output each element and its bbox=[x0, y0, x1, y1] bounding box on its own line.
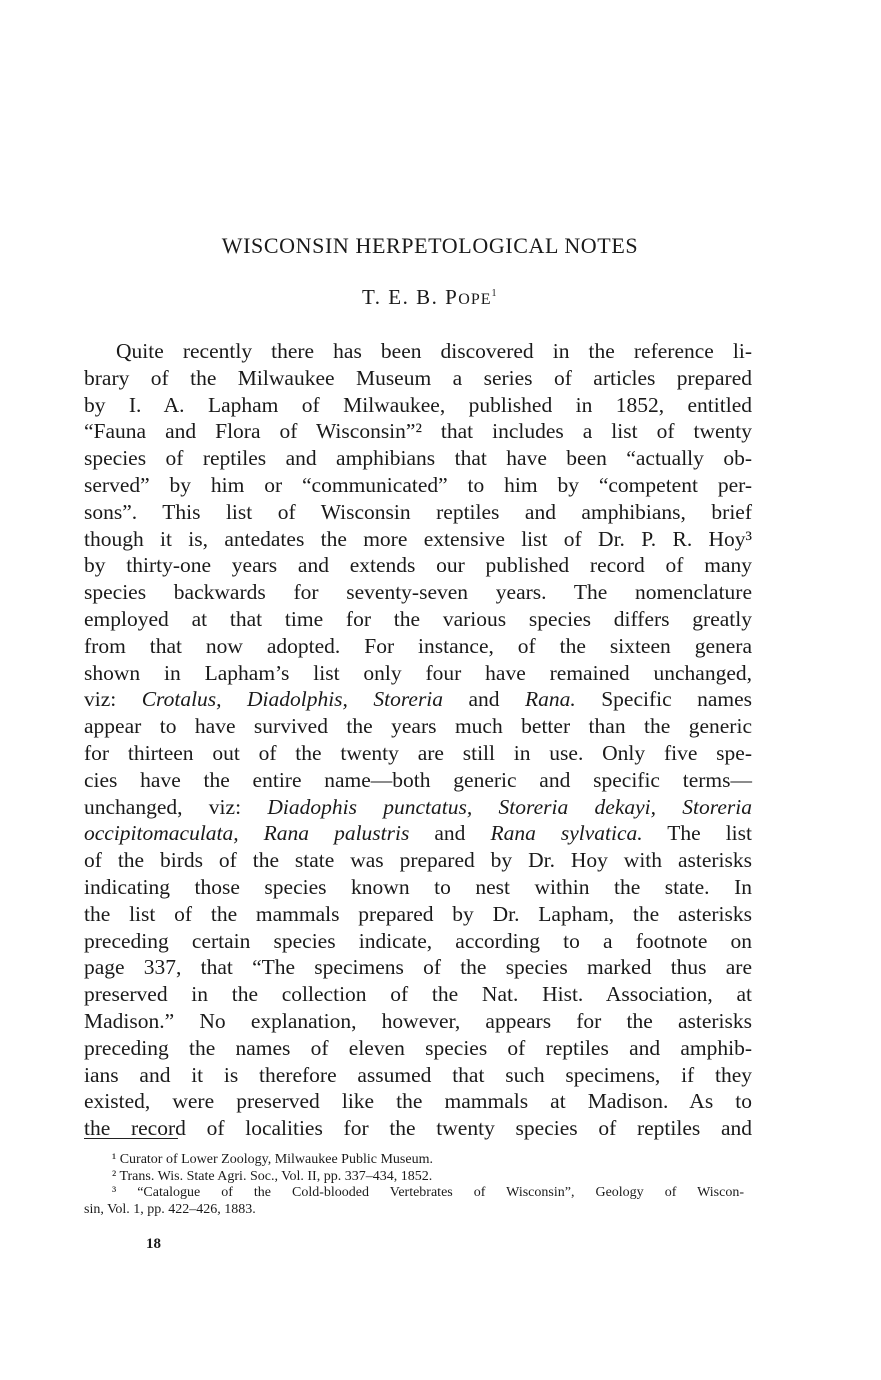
body-line: for thirteen out of the twenty are still in use. Only five spe- bbox=[84, 740, 752, 765]
footnote-line: ² Trans. Wis. State Agri. Soc., Vol. II, pp. 337–434, 1852. bbox=[112, 1168, 433, 1184]
body-line: the list of the mammals prepared by Dr. Lapham, the asterisks bbox=[84, 901, 752, 926]
body-line: species of reptiles and amphibians that have been “actually ob- bbox=[84, 446, 752, 471]
body-line: of the birds of the state was prepared by Dr. Hoy with asterisks bbox=[84, 848, 752, 873]
body-line: served” by him or “communicated” to him by “competent per- bbox=[84, 472, 752, 497]
author-initials: T. E. B. P bbox=[361, 285, 459, 309]
author-footnote-mark: 1 bbox=[491, 288, 499, 299]
footnotes bbox=[84, 1152, 744, 1218]
body-line: appear to have survived the years much better than the generic bbox=[84, 714, 752, 739]
body-line: cies have the entire name—both generic and specific terms— bbox=[84, 767, 752, 792]
article-title: WISCONSIN HERPETOLOGICAL NOTES bbox=[221, 233, 639, 258]
body-line: brary of the Milwaukee Museum a series of articles prepared bbox=[84, 365, 752, 390]
body-line: sons”. This list of Wisconsin reptiles and amphibians, brief bbox=[84, 499, 752, 524]
article-body bbox=[84, 338, 752, 1142]
body-line: viz: Crotalus, Diadolphis, Storeria and Rana. Specific names bbox=[84, 687, 753, 712]
body-line: employed at that time for the various species differs greatly bbox=[84, 606, 752, 631]
body-line: preserved in the collection of the Nat. Hist. Association, at bbox=[84, 982, 752, 1007]
page-number: 18 bbox=[146, 1236, 161, 1252]
body-line: Quite recently there has been discovered in the reference li- bbox=[116, 339, 752, 363]
body-line: though it is, antedates the more extensive list of Dr. P. R. Hoy³ bbox=[84, 526, 752, 551]
body-line: indicating those species known to nest within the state. In bbox=[84, 874, 752, 899]
body-line: shown in Lapham’s list only four have remained unchanged, bbox=[84, 660, 752, 685]
body-line: ians and it is therefore assumed that such specimens, if they bbox=[84, 1062, 752, 1087]
body-line: occipitomaculata, Rana palustris and Rana sylvatica. The list bbox=[84, 821, 753, 846]
body-line: from that now adopted. For instance, of the sixteen genera bbox=[84, 633, 752, 658]
body-line: by thirty-one years and extends our published record of many bbox=[84, 553, 752, 578]
body-line: Madison.” No explanation, however, appears for the asterisks bbox=[84, 1008, 752, 1033]
author-byline bbox=[80, 284, 780, 313]
body-line: “Fauna and Flora of Wisconsin”² that includes a list of twenty bbox=[84, 419, 752, 444]
body-line: unchanged, viz: Diadophis punctatus, Storeria dekayi, Storeria bbox=[84, 794, 752, 819]
body-line: existed, were preserved like the mammals at Madison. As to bbox=[84, 1089, 752, 1114]
footnote-separator bbox=[84, 1138, 178, 1139]
body-line: the record of localities for the twenty species of reptiles and bbox=[84, 1116, 752, 1141]
author-surname-smallcaps: OPE bbox=[458, 291, 492, 308]
footnote-line: sin, Vol. 1, pp. 422–426, 1883. bbox=[84, 1201, 256, 1217]
footnote-line: ¹ Curator of Lower Zoology, Milwaukee Public Museum. bbox=[112, 1152, 433, 1167]
body-line: preceding the names of eleven species of reptiles and amphib- bbox=[84, 1035, 752, 1060]
body-line: species backwards for seventy-seven years. The nomenclature bbox=[84, 580, 752, 605]
body-line: by I. A. Lapham of Milwaukee, published in 1852, entitled bbox=[84, 392, 752, 417]
body-line: page 337, that “The specimens of the species marked thus are bbox=[84, 955, 752, 980]
body-line: preceding certain species indicate, according to a footnote on bbox=[84, 928, 752, 953]
footnote-line: ³ “Catalogue of the Cold-blooded Vertebrates of Wisconsin”, Geology of Wiscon- bbox=[112, 1185, 744, 1200]
